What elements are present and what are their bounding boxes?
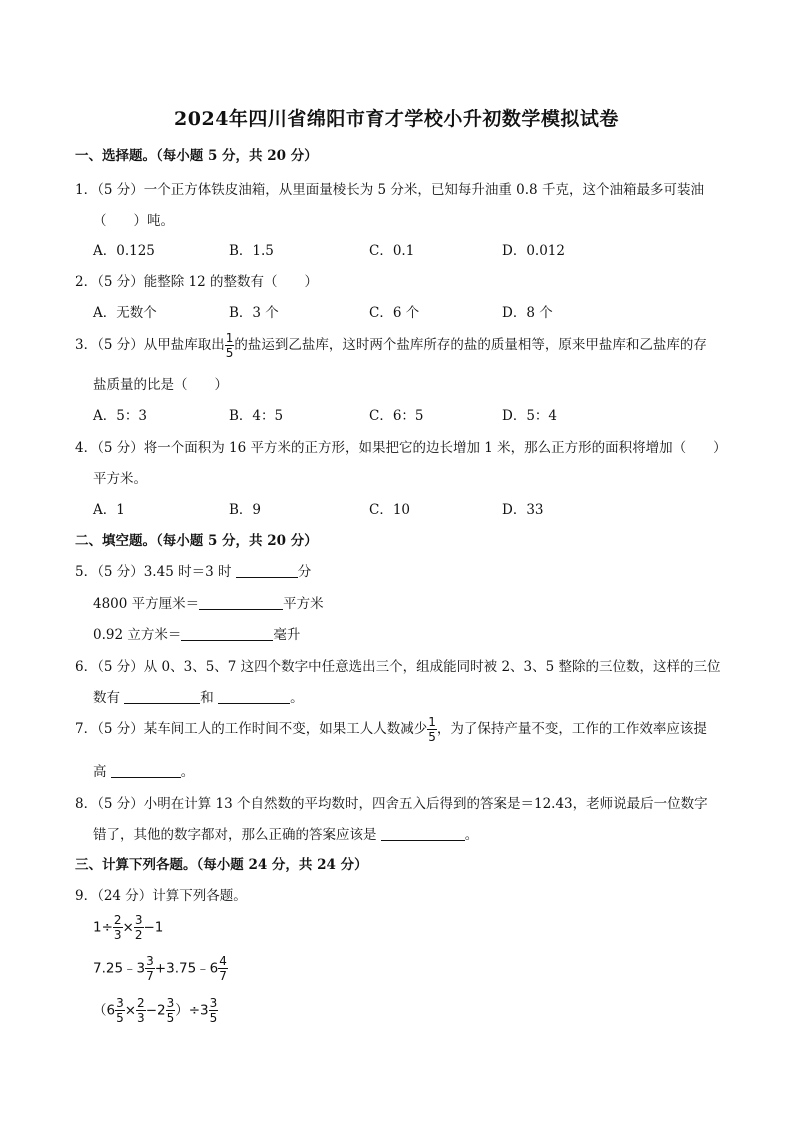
question-1-text-cont: （ ）吨。 bbox=[93, 213, 174, 229]
question-7-text-a: 7．（5 分）某车间工人的工作时间不变，如果工人人数减少 bbox=[75, 721, 428, 737]
fraction bbox=[136, 997, 146, 1024]
denominator: 3 bbox=[137, 1011, 145, 1025]
option-d: D．33 bbox=[502, 502, 544, 518]
option-a: A．无数个 bbox=[93, 305, 157, 321]
question-5-text-a: 5．（5 分）3.45 时＝3 时 bbox=[75, 564, 232, 580]
question-3-text bbox=[75, 332, 707, 359]
section-heading-fill: 二、填空题。（每小题 5 分，共 20 分） bbox=[75, 533, 318, 549]
numerator: 1 bbox=[428, 715, 436, 729]
denominator: 3 bbox=[113, 928, 122, 942]
numerator: 1 bbox=[225, 331, 234, 345]
question-6-text-a: 数有 bbox=[93, 690, 120, 706]
expr-part: +3.75﹣6 bbox=[154, 960, 219, 977]
numerator: 4 bbox=[219, 954, 227, 968]
option-c: C．0.1 bbox=[369, 243, 415, 259]
question-6-text-cont bbox=[93, 686, 304, 706]
numerator: 2 bbox=[137, 996, 145, 1010]
question-2-text: 2．（5 分）能整除 12 的整数有（ ） bbox=[75, 274, 318, 290]
denominator: 5 bbox=[225, 346, 234, 360]
answer-blank[interactable] bbox=[111, 763, 181, 778]
answer-blank[interactable] bbox=[199, 595, 283, 610]
question-9-text: 9．（24 分）计算下列各题。 bbox=[75, 888, 247, 904]
question-6-text-c: 。 bbox=[290, 690, 304, 706]
question-6-text-b: 和 bbox=[200, 690, 214, 706]
expr-part: ）÷3 bbox=[175, 1002, 209, 1019]
question-5-text-b: 分 bbox=[297, 564, 312, 580]
option-d: D．0.012 bbox=[502, 243, 565, 259]
numerator: 3 bbox=[166, 996, 175, 1010]
expression-1 bbox=[93, 914, 163, 941]
expr-part: 1÷ bbox=[93, 919, 113, 936]
answer-blank[interactable] bbox=[236, 563, 298, 578]
option-a: A．5：3 bbox=[93, 408, 147, 424]
expr-part: × bbox=[124, 1002, 137, 1019]
option-c: C．6：5 bbox=[369, 408, 424, 424]
numerator: 3 bbox=[209, 996, 218, 1010]
question-4-text-cont: 平方米。 bbox=[93, 471, 147, 487]
question-5-line-2 bbox=[93, 592, 324, 612]
question-6-text: 6．（5 分）从 0、3、5、7 这四个数字中任意选出三个，组成能同时被 2、3、5 整除的三位数，这样的三位 bbox=[75, 659, 721, 675]
fraction bbox=[209, 997, 219, 1024]
numerator: 3 bbox=[146, 954, 154, 968]
option-d: D．8 个 bbox=[502, 305, 553, 321]
question-7-text bbox=[75, 716, 707, 743]
denominator: 5 bbox=[209, 1011, 218, 1025]
answer-blank[interactable] bbox=[181, 626, 273, 641]
expr-part: × bbox=[122, 919, 134, 936]
denominator: 2 bbox=[134, 928, 143, 942]
question-4-text: 4．（5 分）将一个面积为 16 平方米的正方形，如果把它的边长增加 1 米，那么正方形的面积将增加（ ） bbox=[75, 440, 727, 456]
numerator: 3 bbox=[116, 996, 124, 1010]
option-d: D．5：4 bbox=[502, 408, 558, 424]
option-b: B．4：5 bbox=[229, 408, 284, 424]
option-a: A．0.125 bbox=[93, 243, 155, 259]
fraction bbox=[134, 914, 144, 941]
fraction bbox=[113, 914, 123, 941]
question-7-text-c: 高 bbox=[93, 764, 107, 780]
numerator: 3 bbox=[134, 913, 143, 927]
section-heading-choice: 一、选择题。（每小题 5 分，共 20 分） bbox=[75, 148, 318, 164]
question-5-line-3-b: 毫升 bbox=[273, 627, 301, 643]
question-7-text-d: 。 bbox=[180, 764, 195, 780]
option-a: A．1 bbox=[93, 502, 125, 518]
question-7-text-b: ，为了保持产量不变，工作的工作效率应该提 bbox=[436, 721, 707, 737]
denominator: 5 bbox=[428, 730, 436, 744]
option-b: B．9 bbox=[229, 502, 262, 518]
fraction bbox=[218, 955, 228, 982]
denominator: 5 bbox=[166, 1011, 175, 1025]
expr-part: −2 bbox=[145, 1002, 166, 1019]
question-5-line-2-b: 平方米 bbox=[283, 596, 324, 612]
answer-blank[interactable] bbox=[124, 689, 200, 704]
denominator: 7 bbox=[219, 969, 227, 983]
question-3-text-cont: 盐质量的比是（ ） bbox=[93, 377, 228, 393]
question-3-text-a: 3．（5 分）从甲盐库取出 bbox=[75, 337, 225, 353]
numerator: 2 bbox=[113, 913, 122, 927]
fraction bbox=[225, 332, 235, 359]
expr-part: −1 bbox=[143, 919, 164, 936]
page-title: 2024年四川省绵阳市育才学校小升初数学模拟试卷 bbox=[174, 108, 619, 130]
option-c: C．6 个 bbox=[369, 305, 420, 321]
question-3-text-b: 的盐运到乙盐库，这时两个盐库所存的盐的质量相等，原来甲盐库和乙盐库的存 bbox=[234, 337, 707, 353]
question-5-line-2-a: 4800 平方厘米＝ bbox=[93, 596, 200, 612]
fraction bbox=[115, 997, 125, 1024]
denominator: 7 bbox=[146, 969, 154, 983]
question-1-text: 1．（5 分）一个正方体铁皮油箱，从里面量棱长为 5 分米，已知每升油重 0.8 千克，这个油箱最多可装油 bbox=[75, 182, 704, 198]
question-8-text-a: 错了，其他的数字都对，那么正确的答案应该是 bbox=[93, 827, 377, 843]
question-5-line-3 bbox=[93, 623, 300, 643]
question-5-line-3-a: 0.92 立方米＝ bbox=[93, 627, 182, 643]
question-7-text-cont bbox=[93, 760, 194, 780]
question-8-text: 8．（5 分）小明在计算 13 个自然数的平均数时，四舍五入后得到的答案是＝12.43，老师说最后一位数字 bbox=[75, 796, 708, 812]
question-5-text bbox=[75, 560, 311, 580]
fraction bbox=[145, 955, 155, 982]
option-b: B．3 个 bbox=[229, 305, 279, 321]
answer-blank[interactable] bbox=[218, 689, 290, 704]
question-8-text-b: 。 bbox=[464, 827, 479, 843]
answer-blank[interactable] bbox=[381, 826, 465, 841]
expression-3 bbox=[93, 997, 218, 1024]
option-b: B．1.5 bbox=[229, 243, 274, 259]
fraction bbox=[166, 997, 176, 1024]
option-c: C．10 bbox=[369, 502, 411, 518]
question-8-text-cont bbox=[93, 823, 478, 843]
denominator: 5 bbox=[116, 1011, 124, 1025]
section-heading-calc: 三、计算下列各题。（每小题 24 分，共 24 分） bbox=[75, 857, 368, 873]
fraction bbox=[427, 716, 437, 743]
expression-2 bbox=[93, 955, 228, 982]
expr-part: （6 bbox=[93, 1002, 116, 1019]
expr-part: 7.25﹣3 bbox=[93, 960, 146, 977]
